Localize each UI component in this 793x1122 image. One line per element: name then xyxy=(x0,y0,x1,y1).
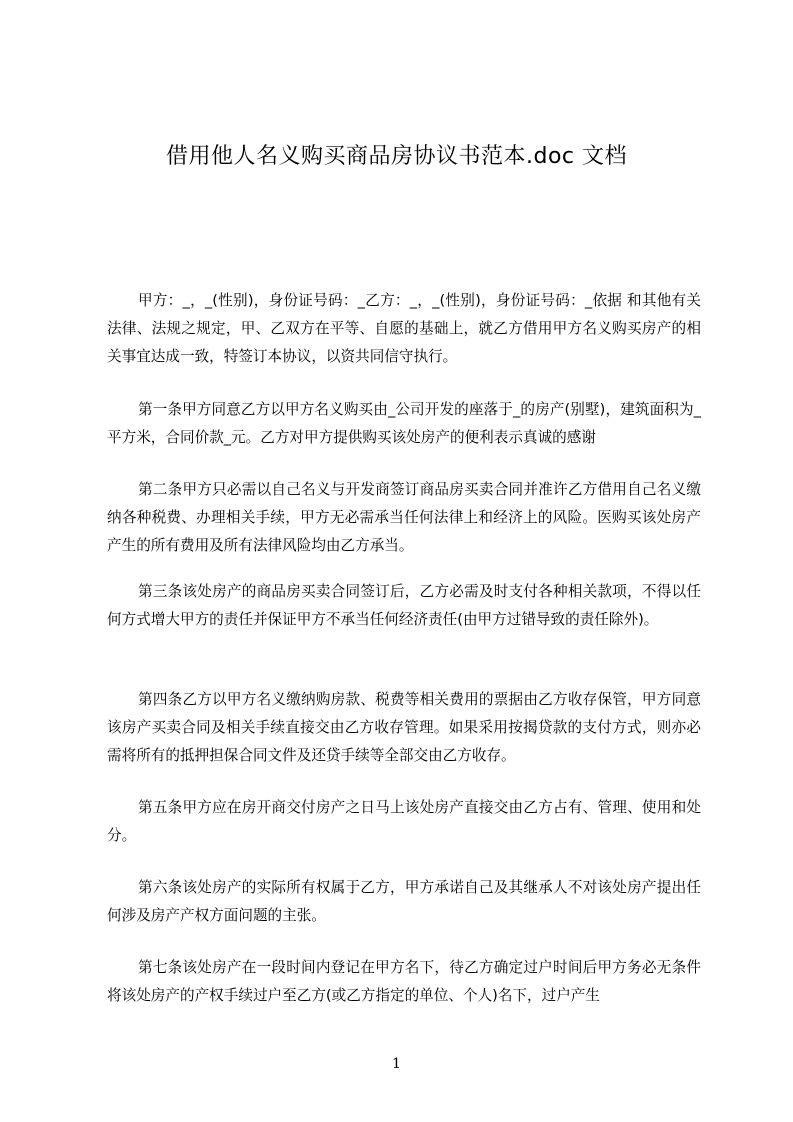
paragraph-article-5: 第五条甲方应在房开商交付房产之日马上该处房产直接交由乙方占有、管理、使用和处分。 xyxy=(107,799,701,844)
paragraph-article-2: 第二条甲方只必需以自己名义与开发商签订商品房买卖合同并准许乙方借用自己名义缴纳各种税费、办理相关手续，甲方无必需承当任何法律上和经济上的风险。医购买该处房产产生的所有费用及所有法律风险均由乙方承当。 xyxy=(107,481,701,554)
paragraph-article-7: 第七条该处房产在一段时间内登记在甲方名下，待乙方确定过户时间后甲方务必无条件将该处房产的产权手续过户至乙方(或乙方指定的单位、个人)名下，过户产生 xyxy=(107,959,701,1004)
document-title: 借用他人名义购买商品房协议书范本.doc 文档 xyxy=(165,144,627,169)
page-number: 1 xyxy=(392,1056,401,1072)
paragraph-article-1: 第一条甲方同意乙方以甲方名义购买由_公司开发的座落于_的房产(别墅)，建筑面积为_平方米，合同价款_元。乙方对甲方提供购买该处房产的便利表示真诚的感谢 xyxy=(107,401,701,446)
paragraph-parties: 甲方：_，_(性别)，身份证号码：_乙方：_，_(性别)，身份证号码：_依据 和其他有关法律、法规之规定，甲、乙双方在平等、自愿的基础上，就乙方借用甲方名义购买房产的相关事宜达成一致，特签订本协议，以资共同信守执行。 xyxy=(107,292,701,365)
paragraph-article-6: 第六条该处房产的实际所有权属于乙方，甲方承诺自己及其继承人不对该处房产提出任何涉及房产产权方面问题的主张。 xyxy=(107,879,701,924)
paragraph-article-4: 第四条乙方以甲方名义缴纳购房款、税费等相关费用的票据由乙方收存保管，甲方同意该房产买卖合同及相关手续直接交由乙方收存管理。如果采用按揭贷款的支付方式，则亦必需将所有的抵押担保合同文件及还贷手续等全部交由乙方收存。 xyxy=(107,691,701,764)
paragraph-article-3: 第三条该处房产的商品房买卖合同签订后，乙方必需及时支付各种相关款项，不得以任何方式增大甲方的责任并保证甲方不承当任何经济责任(由甲方过错导致的责任除外)。 xyxy=(107,583,701,628)
